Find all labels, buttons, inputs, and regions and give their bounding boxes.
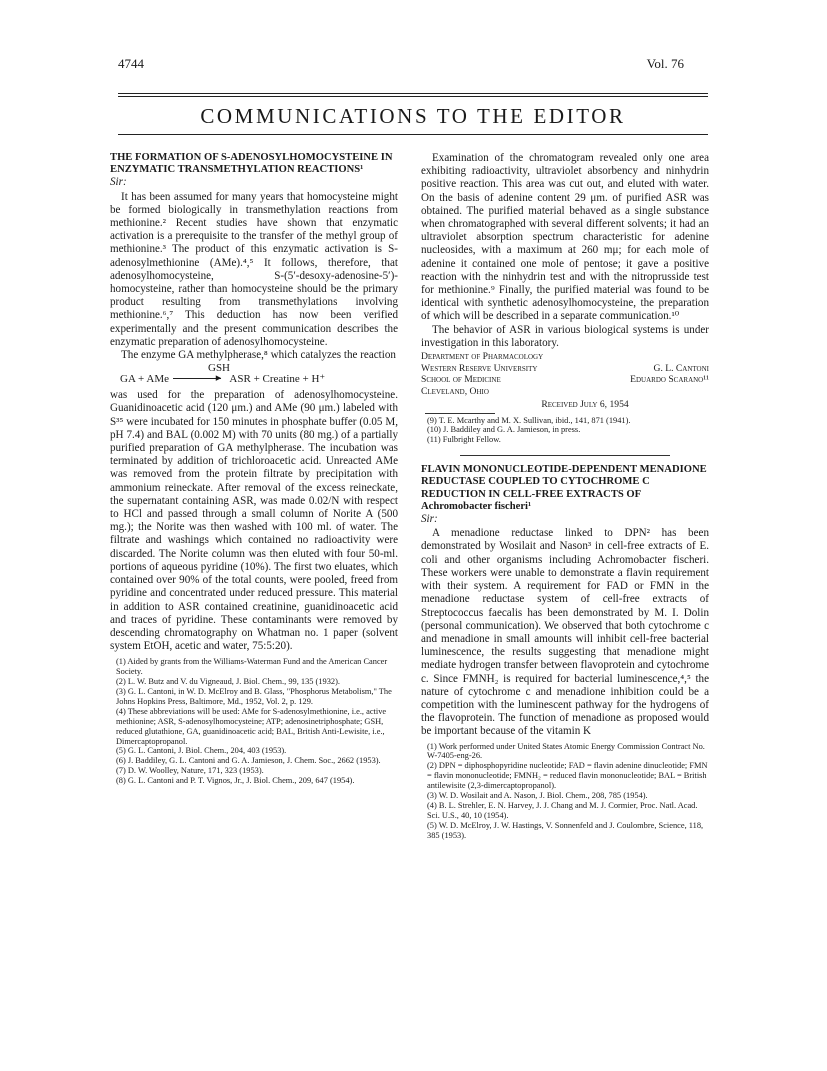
article1-paragraph: It has been assumed for many years that homocysteine might be formed biologically in transmethylation reactions from methionine.² Recent studies have shown that enzymatic activation is a prerequisite to the transfer of the methyl group of methionine.³ The product of this enzymatic activation is S-adenosylmethionine (AMe).⁴,⁵ It follows, therefore, that adenosylhomocysteine, S-(5′-desoxy-adenosine-5′)-homocysteine, rather than homocysteine should be the primary product resulting from transmethylations involving methionine.⁶,⁷ This deduction has now been verified experimentally and the present communication describes the enzymatic preparation of adenosylhomocysteine. [110, 190, 398, 348]
received-date: Received July 6, 1954 [541, 399, 629, 411]
section-rule [118, 134, 708, 135]
volume-label: Vol. 76 [646, 56, 684, 71]
article2-footnotes [421, 742, 709, 841]
right-column [421, 152, 709, 841]
footnote-rule [425, 413, 495, 414]
affiliation-block [421, 351, 709, 411]
article1-continuation: Examination of the chromatogram revealed only one area exhibiting radioactivity, ultraviolet absorbency and ninhydrin positive reaction. This area was cut out, and eluted with water. On the basis of adenine content 29 μm. of purified ASR was obtained. The purified material behaved as a single substance when chromatographed with several different solvents; it had an ultraviolet absorption spectrum characteristic for adenine nucleosides, with a maximum at 260 mμ; for each mole of adenine it contained one mole of pentose; it gave a positive reaction with the ninhydrin test and with the nitroprusside test for methionine.⁹ Finally, the purified material was found to be identical with synthetic adenosylhomocysteine, the preparation of which will be described in a separate communication.¹⁰ [421, 152, 709, 323]
equation-left: GA + AMe [120, 373, 169, 386]
article1-continuation: The behavior of ASR in various biological systems is under investigation in this laboratory. [421, 323, 709, 349]
left-column [110, 152, 398, 786]
article2-salutation: Sir: [421, 513, 438, 526]
city: Cleveland, Ohio [421, 385, 489, 397]
article1-paragraph: The enzyme GA methylpherase,⁸ which catalyzes the reaction [121, 349, 396, 362]
article2-paragraph: A menadione reductase linked to DPN² has been demonstrated by Wosilait and Nason³ in cell-free extracts of E. coli and other organisms including Achromobacter fischeri. These workers were unable to demonstrate a flavin requirement with their system. A requirement for FAD or FMN in the menadione reductase system of cell-free extracts of Streptococcus faecalis has been demonstrated by M. I. Dolin (personal communication). We observed that both cytochrome c and menadione in small amounts will inhibit cell-free bacterial luminescence, the results suggesting that menadione might mediate hydrogen transfer between flavoprotein and cytochrome c. Since FMNH₂ is required for bacterial luminescence,⁴,⁵ the nature of cytochrome c and menadione inhibition could be a competition with the luminescent pathway for the hydrogens of the flavoprotein. The function of menadione as proposed would be important because of the vitamin K [421, 527, 709, 738]
article1-title: THE FORMATION OF S-ADENOSYLHOMOCYSTEINE IN ENZYMATIC TRANSMETHYLATION REACTIONS¹ [110, 152, 393, 176]
article-divider [460, 455, 670, 456]
footnote: (2) L. W. Butz and V. du Vigneaud, J. Biol. Chem., 99, 135 (1932). [116, 677, 340, 687]
footnote: (6) J. Baddiley, G. L. Cantoni and G. A. Jamieson, J. Chem. Soc., 2662 (1953). [116, 756, 381, 766]
footnote: (11) Fulbright Fellow. [427, 435, 501, 445]
footnote: (10) J. Baddiley and G. A. Jamieson, in press. [427, 425, 581, 435]
equation-right: ASR + Creatine + H⁺ [229, 373, 326, 386]
article2-title: FLAVIN MONONUCLEOTIDE-DEPENDENT MENADIONE REDUCTASE COUPLED TO CYTOCHROME C REDUCTION IN CELL-FREE EXTRACTS OF Achromobacter fischeri¹ [421, 464, 707, 512]
university: Western Reserve University [421, 362, 538, 374]
footnote: (5) G. L. Cantoni, J. Biol. Chem., 204, 403 (1953). [116, 746, 287, 756]
article1-footnotes [110, 657, 398, 786]
footnote: (3) W. D. Wosilait and A. Nason, J. Biol. Chem., 208, 785 (1954). [427, 791, 648, 801]
header-rule-top [118, 93, 708, 94]
footnote: (4) B. L. Strehler, E. N. Harvey, J. J. Chang and M. J. Cormier, Proc. Natl. Acad. Sci. U.S., 40, 10 (1954). [427, 800, 698, 820]
footnote: (8) G. L. Cantoni and P. T. Vignos, Jr., J. Biol. Chem., 209, 647 (1954). [116, 776, 355, 786]
footnote: (7) D. W. Woolley, Nature, 171, 323 (1953). [116, 766, 264, 776]
reaction-equation: GSH GA + AMe ▸ ASR + Creatine + H⁺ [120, 362, 326, 386]
equation-catalyst: GSH [208, 362, 231, 375]
footnote: (3) G. L. Cantoni, in W. D. McElroy and B. Glass, "Phosphorus Metabolism," The Johns Hopkins Press, Baltimore, Md., 1952, Vol. 2, p. 129. [116, 687, 392, 706]
footnote: (2) DPN = diphosphopyridine nucleotide; FAD = flavin adenine dinucleotide; FMN = flavin mononucleotide; FMNH₂ = reduced flavin mononucleotide; BAL = British antilewisite (2,3-dimercaptopropanol). [427, 761, 708, 791]
footnote: (9) T. E. Mcarthy and M. X. Sullivan, ibid., 141, 871 (1941). [427, 415, 631, 425]
section-title: COMMUNICATIONS TO THE EDITOR [200, 104, 626, 128]
article1-salutation: Sir: [110, 176, 127, 189]
author-2: Eduardo Scarano¹¹ [630, 374, 709, 386]
department: Department of Pharmacology [421, 351, 544, 363]
school: School of Medicine [421, 374, 501, 386]
reaction-arrow-icon [173, 378, 221, 379]
footnote: (1) Aided by grants from the Williams-Waterman Fund and the American Cancer Society. [116, 657, 388, 677]
footnote: (4) These abbreviations will be used: AMe for S-adenosylmethionine, i.e., active methionine; ASR, S-adenosylhomocysteine; ATP; adenosinetriphosphate; GSH, reduced glutathione, GA, guanidinoacetic acid; BAL, British Anti-Lewisite, i.e., Dimercaptopropanol. [116, 706, 387, 746]
article1-footnotes-continued [421, 416, 709, 446]
footnote: (5) W. D. McElroy, J. W. Hastings, V. Sonnenfeld and J. Coulombre, Science, 118, 385 (1953). [427, 820, 704, 840]
author-1: G. L. Cantoni [653, 362, 709, 374]
footnote: (1) Work performed under United States Atomic Energy Commission Contract No. W-7405-eng-26. [427, 741, 705, 761]
article1-paragraph: was used for the preparation of adenosylhomocysteine. Guanidinoacetic acid (120 μm.) and AMe (90 μm.) labeled with S³⁵ were incubated for 150 minutes in phosphate buffer (0.05 M, pH 7.4) and BAL (0.002 M) with 70 units (80 mg.) of a partially purified preparation of GA methylpherase. The incubation was terminated by addition of trichloroacetic acid. Unreacted AMe was removed from the protein filtrate by precipitation with ammonium reineckate. After removal of the excess reineckate, the supernatant containing ASR, was made 0.02/N with respect to HCl and passed through a small column of Norite A (500 mg.); the Norite was then washed with 100 ml. of water. The filtrate and washings which contained no radioactivity were discarded. The Norite column was then eluted with four 50-ml. portions of aqueous pyridine (10%). The first two eluates, which contained over 90% of the total counts, were pooled, freed from pyridine and concentrated under reduced pressure. This material in addition to ASR contained creatinine, guanidinoacetic acid and traces of pyridine. These contaminants were removed by descending chromatography on Whatman no. 1 paper (solvent system EtOH, acetic and water, 75:5:20). [110, 389, 398, 653]
header-rule-bottom [118, 96, 708, 97]
page-number: 4744 [118, 56, 144, 71]
